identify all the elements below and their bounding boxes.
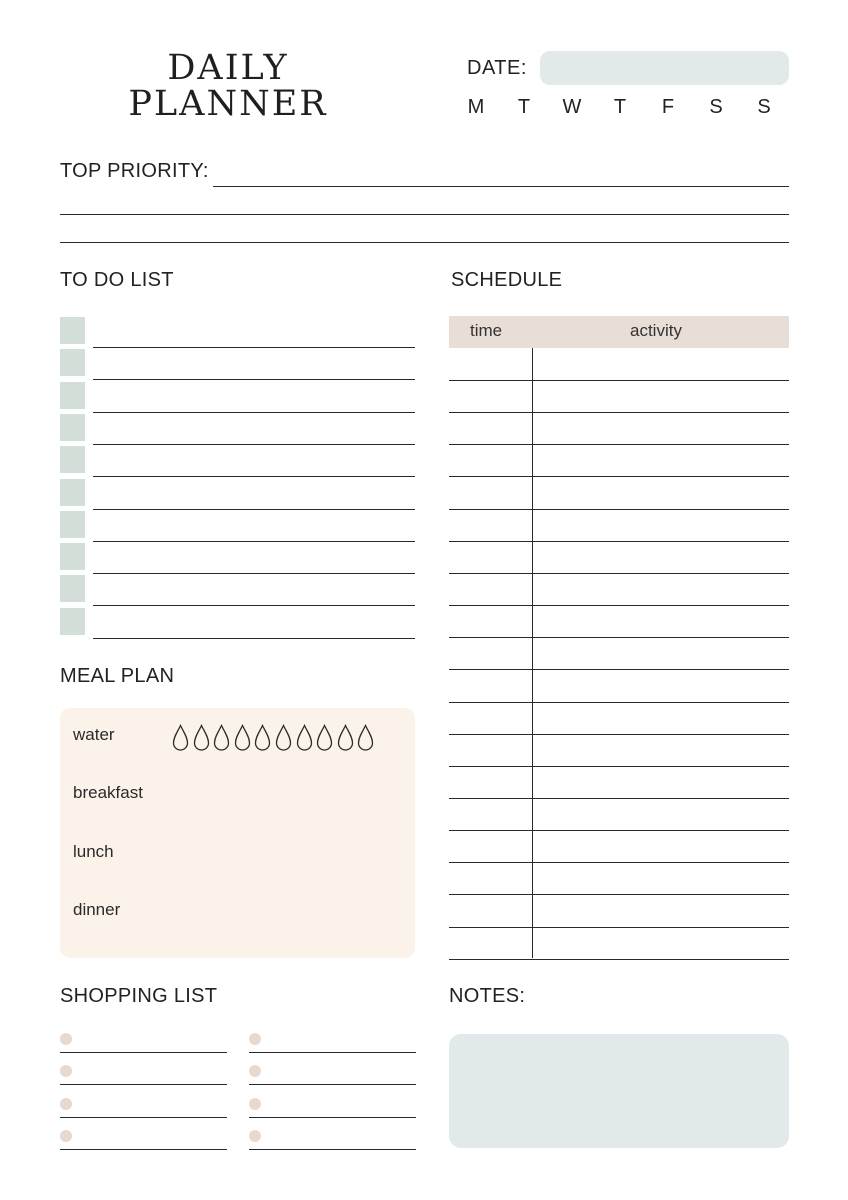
schedule-row-line[interactable] (449, 669, 789, 670)
breakfast-label: breakfast (73, 783, 143, 802)
todo-checkbox[interactable] (60, 317, 85, 344)
todo-checkbox[interactable] (60, 349, 85, 376)
shopping-line[interactable] (60, 1149, 227, 1150)
shopping-line[interactable] (249, 1052, 416, 1053)
bullet-dot-icon (60, 1033, 72, 1045)
weekday-tue[interactable]: T (517, 96, 531, 118)
top-priority-label: TOP PRIORITY: (60, 160, 209, 182)
water-drop-icon[interactable] (296, 724, 313, 752)
water-drop-icon[interactable] (193, 724, 210, 752)
weekday-sun[interactable]: S (757, 96, 771, 118)
weekday-thu[interactable]: T (613, 96, 627, 118)
todo-line[interactable] (93, 573, 415, 574)
water-drop-icon[interactable] (234, 724, 251, 752)
schedule-row-line[interactable] (449, 862, 789, 863)
todo-line[interactable] (93, 347, 415, 348)
weekday-fri[interactable]: F (661, 96, 675, 118)
bullet-dot-icon (249, 1065, 261, 1077)
planner-title (128, 50, 328, 122)
todo-line[interactable] (93, 509, 415, 510)
shopping-line[interactable] (249, 1084, 416, 1085)
title-line-2: PLANNER (128, 84, 328, 124)
schedule-row-line[interactable] (449, 444, 789, 445)
weekday-selector (462, 96, 782, 120)
water-drop-icon[interactable] (275, 724, 292, 752)
top-priority-line-1[interactable] (213, 186, 789, 187)
todo-checkbox[interactable] (60, 543, 85, 570)
todo-line[interactable] (93, 444, 415, 445)
schedule-row-line[interactable] (449, 637, 789, 638)
shopping-line[interactable] (60, 1084, 227, 1085)
meal-plan-panel (60, 708, 415, 958)
schedule-row-line[interactable] (449, 509, 789, 510)
todo-line[interactable] (93, 412, 415, 413)
water-drop-icon[interactable] (316, 724, 333, 752)
weekday-sat[interactable]: S (709, 96, 723, 118)
schedule-header (449, 316, 789, 348)
schedule-row-line[interactable] (449, 734, 789, 735)
water-drop-icon[interactable] (213, 724, 230, 752)
shopping-list-label: SHOPPING LIST (60, 985, 218, 1007)
shopping-line[interactable] (249, 1149, 416, 1150)
schedule-divider (532, 348, 533, 958)
todo-checkbox[interactable] (60, 446, 85, 473)
todo-line[interactable] (93, 379, 415, 380)
notes-label: NOTES: (449, 985, 526, 1007)
shopping-line[interactable] (60, 1117, 227, 1118)
weekday-wed[interactable]: W (562, 96, 582, 118)
bullet-dot-icon (249, 1130, 261, 1142)
schedule-row-line[interactable] (449, 412, 789, 413)
schedule-row-line[interactable] (449, 573, 789, 574)
bullet-dot-icon (60, 1130, 72, 1142)
bullet-dot-icon (249, 1033, 261, 1045)
todo-checkbox[interactable] (60, 608, 85, 635)
schedule-row-line[interactable] (449, 766, 789, 767)
date-field[interactable] (540, 51, 789, 85)
water-drop-icon[interactable] (337, 724, 354, 752)
schedule-row-line[interactable] (449, 541, 789, 542)
schedule-row-line[interactable] (449, 927, 789, 928)
top-priority-line-3[interactable] (60, 242, 789, 243)
schedule-row-line[interactable] (449, 702, 789, 703)
shopping-line[interactable] (249, 1117, 416, 1118)
schedule-time-header: time (470, 321, 503, 340)
todo-checkbox[interactable] (60, 511, 85, 538)
todo-checkbox[interactable] (60, 479, 85, 506)
schedule-row-line[interactable] (449, 894, 789, 895)
water-drop-icon[interactable] (172, 724, 189, 752)
title-line-1: DAILY (167, 48, 289, 88)
water-drop-icon[interactable] (254, 724, 271, 752)
shopping-line[interactable] (60, 1052, 227, 1053)
water-drop-icon[interactable] (357, 724, 374, 752)
todo-checkbox[interactable] (60, 414, 85, 441)
weekday-mon[interactable]: M (467, 96, 485, 118)
schedule-row-line[interactable] (449, 798, 789, 799)
todo-line[interactable] (93, 541, 415, 542)
schedule-row-line[interactable] (449, 830, 789, 831)
todo-list-label: TO DO LIST (60, 269, 174, 291)
bullet-dot-icon (249, 1098, 261, 1110)
bullet-dot-icon (60, 1065, 72, 1077)
schedule-label: SCHEDULE (451, 269, 563, 291)
lunch-label: lunch (73, 842, 114, 861)
todo-line[interactable] (93, 638, 415, 639)
schedule-row-line[interactable] (449, 476, 789, 477)
date-label: DATE: (467, 57, 527, 79)
todo-checkbox[interactable] (60, 382, 85, 409)
dinner-label: dinner (73, 900, 121, 919)
todo-checkbox[interactable] (60, 575, 85, 602)
todo-line[interactable] (93, 476, 415, 477)
schedule-row-line[interactable] (449, 959, 789, 960)
water-label: water (73, 725, 115, 744)
bullet-dot-icon (60, 1098, 72, 1110)
schedule-row-line[interactable] (449, 605, 789, 606)
notes-area[interactable] (449, 1034, 789, 1148)
meal-plan-label: MEAL PLAN (60, 665, 175, 687)
schedule-row-line[interactable] (449, 380, 789, 381)
top-priority-line-2[interactable] (60, 214, 789, 215)
schedule-activity-header: activity (630, 321, 682, 340)
todo-line[interactable] (93, 605, 415, 606)
